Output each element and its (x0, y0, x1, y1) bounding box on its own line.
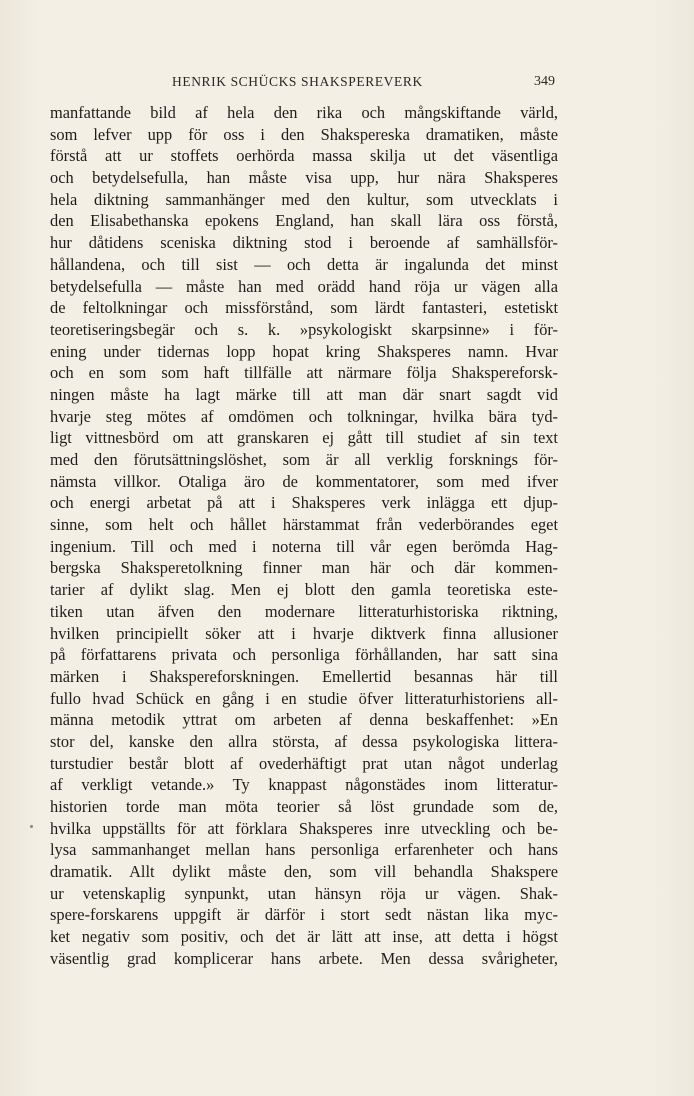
running-head (0, 74, 694, 94)
text-line: tiken utan äfven den modernare litteraturhistoriska riktning, (50, 601, 558, 621)
text-line: spere-forskarens uppgift är därför i stort sedt nästan lika myc- (50, 905, 558, 925)
text-line: ligt vittnesbörd om att granskaren ej gått till studiet af sin text (50, 428, 558, 448)
text-line: med den förutsättningslöshet, som är all verklig forsknings för- (50, 450, 558, 469)
text-line: turstudier består blott af ovederhäftigt prat utan något underlag (50, 753, 558, 773)
text-line: hvarje steg mötes af omdömen och tolkningar, hvilka bära tyd- (50, 406, 558, 426)
text-line: männa metodik yttrat om arbeten af denna beskaffenhet: »En (50, 710, 558, 730)
text-line: dramatik. Allt dylikt måste den, som vill behandla Shakspere (50, 862, 558, 882)
text-line: och betydelsefulla, han måste visa upp, hur nära Shaksperes (50, 168, 558, 188)
text-line: förstå att ur stoffets oerhörda massa skilja ut det väsentliga (50, 146, 558, 166)
text-line: ening under tidernas lopp hopat kring Shaksperes namn. Hvar (50, 341, 558, 361)
text-line: manfattande bild af hela den rika och mångskiftande värld, (50, 103, 558, 122)
text-line: de feltolkningar och missförstånd, som lärdt fantasteri, estetiskt (50, 298, 558, 318)
text-line: hur dåtidens sceniska diktning stod i beroende af samhällsför- (50, 233, 558, 253)
text-line: fullo hvad Schück en gång i en studie öfver litteraturhistoriens all- (50, 688, 558, 708)
margin-speck (30, 825, 33, 828)
running-title: HENRIK SCHÜCKS SHAKSPEREVERK (172, 74, 423, 89)
text-line: den Elisabethanska epokens England, han skall lära oss förstå, (50, 211, 558, 231)
text-line: ur vetenskaplig synpunkt, utan hänsyn röja ur vägen. Shak- (50, 883, 558, 903)
text-line: och en som som haft tillfälle att närmare följa Shakspereforsk- (50, 363, 558, 383)
text-line: betydelsefulla — måste han med orädd hand röja ur vägen alla (50, 276, 558, 296)
text-line: ket negativ som positiv, och det är lätt att inse, att detta i högst (50, 927, 558, 947)
text-line: och energi arbetat på att i Shaksperes verk inlägga ett djup- (50, 493, 558, 513)
text-line: sinne, som helt och hållet härstammat från vederbörandes eget (50, 515, 558, 535)
text-line: märken i Shakspereforskningen. Emellertid besannas här till (50, 666, 558, 686)
text-line: väsentlig grad komplicerar hans arbete. Men dessa svårigheter, (50, 948, 558, 968)
body-text (50, 102, 558, 970)
text-line: ningen måste ha lagt märke till att man där snart sagdt vid (50, 384, 558, 404)
text-line: på författarens privata och personliga förhållanden, har satt sina (50, 645, 558, 665)
text-line: teoretiseringsbegär och s. k. »psykologiskt skarpsinne» i för- (50, 319, 558, 339)
text-line: nämsta villkor. Otaliga äro de kommentatorer, som med ifver (50, 471, 558, 491)
text-line: historien torde man möta teorier så löst grundade som de, (50, 797, 558, 816)
text-line: hvilken principiellt söker att i hvarje diktverk finna allusioner (50, 623, 558, 643)
text-line: ingenium. Till och med i noterna till vår egen berömda Hag- (50, 536, 558, 556)
text-line: tarier af dylikt slag. Men ej blott den gamla teoretiska este- (50, 580, 558, 600)
text-line: hvilka uppställts för att förklara Shaksperes inre utveckling och be- (50, 818, 558, 838)
text-line: stor del, kanske den allra största, af dessa psykologiska littera- (50, 731, 558, 751)
text-line: som lefver upp för oss i den Shakspereska dramatiken, måste (50, 124, 558, 144)
text-line: hållandena, och till sist — och detta är ingalunda det minst (50, 254, 558, 274)
text-line: af verkligt vetande.» Ty knappast någonstädes inom litteratur- (50, 775, 558, 795)
text-line: bergska Shaksperetolkning finner man här och där kommen- (50, 558, 558, 578)
page-number: 349 (534, 74, 555, 89)
text-line: lysa sammanhanget mellan hans personliga erfarenheter och hans (50, 840, 558, 860)
text-line: hela diktning sammanhänger med den kultur, som utvecklats i (50, 189, 558, 209)
